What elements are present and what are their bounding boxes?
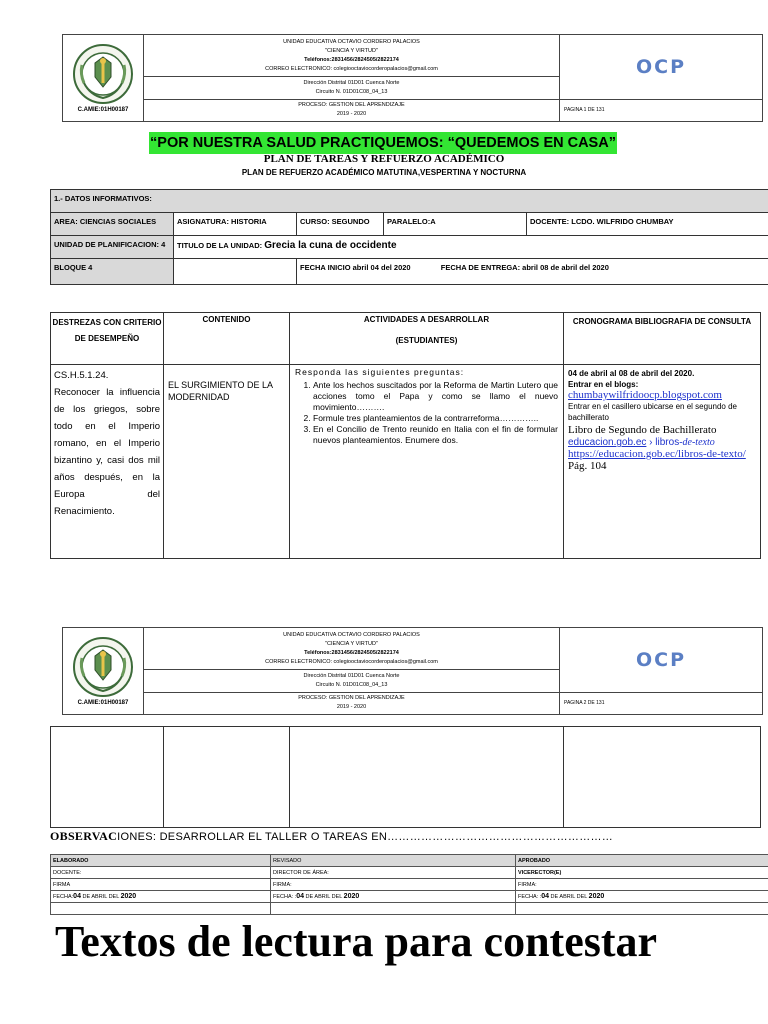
blog-link[interactable]: chumbaywilfridoocp.blogspot.com — [568, 389, 722, 401]
observaciones-bold: OBSERVAC — [50, 829, 118, 843]
asignatura-cell: ASIGNATURA: HISTORIA — [174, 213, 297, 236]
bloque-cell: BLOQUE 4 — [51, 259, 174, 285]
revisado-header: REVISADO — [271, 855, 516, 867]
circuit-text: Circuito N. 01D01C08_04_13 — [315, 89, 388, 96]
logo-cell — [63, 35, 144, 122]
school-motto: "CIENCIA Y VIRTUD" — [325, 640, 378, 647]
observaciones-text: IONES: DESARROLLAR EL TALLER O TAREAS EN…………………………………………………… — [117, 831, 614, 843]
cronograma-header: CRONOGRAMA BIBLIOGRAFIA DE CONSULTA — [564, 313, 761, 365]
school-name: UNIDAD EDUCATIVA OCTAVIO CORDERO PALACIOS — [283, 631, 420, 638]
header-school-info — [144, 35, 560, 77]
plan-subtitle: PLAN DE REFUERZO ACADÉMICO MATUTINA,VESPERTINA Y NOCTURNA — [241, 168, 527, 177]
curso-cell: CURSO: SEGUNDO — [297, 213, 384, 236]
process-text: PROCESO: GESTION DEL APRENDIZAJE — [298, 102, 405, 109]
reading-texts-title: Textos de lectura para contestar — [55, 917, 658, 966]
actividad-item: 1. Ante los hechos suscitados por la Reforma de Martin Lutero que acciones tomo el Papa y como se llamo el nuevo movimiento………. — [313, 380, 558, 413]
area-cell: AREA: CIENCIAS SOCIALES — [51, 213, 174, 236]
contenido-header: CONTENIDO — [164, 313, 290, 365]
page-number: PAGINA 1 DE 131 — [560, 99, 763, 121]
crono-link1-line: educacion.gob.ec › libros-de-texto — [568, 437, 715, 448]
ocp-brand: OCP — [560, 628, 763, 693]
fecha-inicio: FECHA INICIO abril 04 del 2020 — [300, 263, 411, 272]
info-table — [50, 189, 768, 285]
logo-cell — [63, 628, 144, 715]
actividad-item: 2. Formule tres planteamientos de la contrarreforma………….. — [313, 413, 558, 424]
header-school-info — [144, 628, 560, 670]
actividades-subtitle: (ESTUDIANTES) — [395, 336, 458, 345]
vicerector-label: VICERECTOR(E) — [516, 867, 768, 879]
empty-col-2 — [164, 727, 290, 828]
actividades-cell — [290, 365, 564, 559]
document-header-page-1 — [62, 34, 763, 122]
page-number: PAGINA 2 DE 131 — [560, 692, 763, 714]
header-process-info — [144, 692, 560, 714]
school-phones: Teléfonos:2831456/2824505/2822174 — [304, 56, 399, 63]
actividad-item: 3. En el Concilio de Trento reunido en Italia con el fin de formular nuevos planteamientos. Enumere dos. — [313, 424, 558, 446]
header-district-info — [144, 670, 560, 692]
crono-dates: 04 de abril al 08 de abril del 2020. — [568, 369, 695, 378]
actividades-list — [295, 380, 558, 446]
destrezas-header: DESTREZAS CON CRITERIO DE DESEMPEÑO — [51, 313, 164, 365]
year-text: 2019 - 2020 — [336, 111, 367, 118]
header-process-info — [144, 99, 560, 121]
paralelo-cell: PARALELO:A — [384, 213, 527, 236]
firma-label-3: FIRMA: — [516, 879, 768, 891]
year-text: 2019 - 2020 — [336, 704, 367, 711]
school-email: CORREO ELECTRONICO: colegiooctaviocorderopalacios@gmail.com — [265, 658, 438, 665]
school-name: UNIDAD EDUCATIVA OCTAVIO CORDERO PALACIOS — [283, 38, 420, 45]
info-section-title: 1.- DATOS INFORMATIVOS: — [51, 190, 768, 213]
crono-blog-label: Entrar en el blogs: — [568, 380, 639, 389]
crono-libro: Libro de Segundo de Bachillerato — [568, 424, 717, 436]
aprobado-header: APROBADO — [516, 855, 768, 867]
banner-text: “POR NUESTRA SALUD PRACTIQUEMOS: “QUEDEMOS EN CASA” — [150, 135, 616, 151]
signature-table — [50, 854, 768, 915]
school-phones: Teléfonos:2831456/2824505/2822174 — [304, 649, 399, 656]
fecha-3: FECHA: :04 DE ABRIL DEL 2020 — [516, 891, 768, 903]
contenido-cell: EL SURGIMIENTO DE LA MODERNIDAD — [164, 365, 290, 559]
main-table — [50, 312, 761, 559]
document-header-page-2 — [62, 627, 763, 715]
empty-cell — [174, 259, 297, 285]
crono-casillero: Entrar en el casillero ubicarse en el segundo de bachillerato — [568, 402, 737, 422]
amie-code: C.AMIE:01H00187 — [77, 700, 129, 706]
school-email: CORREO ELECTRONICO: colegiooctaviocorderopalacios@gmail.com — [265, 65, 438, 72]
blank-2 — [271, 903, 516, 915]
process-text: PROCESO: GESTION DEL APRENDIZAJE — [298, 695, 405, 702]
crono-page: Pág. 104 — [568, 460, 607, 472]
plan-title: PLAN DE TAREAS Y REFUERZO ACADÉMICO — [263, 153, 505, 165]
docente-cell: DOCENTE: LCDO. WILFRIDO CHUMBAY — [527, 213, 768, 236]
district-text: Dirección Distrital 01D01 Cuenca Norte — [303, 673, 400, 680]
elaborado-header: ELABORADO — [51, 855, 271, 867]
unidad-cell: UNIDAD DE PLANIFICACION: 4 — [51, 236, 174, 259]
destreza-text: Reconocer la influencia de los griegos, sobre todo en el Imperio romano, en el Imperio bizantino y, casi dos mil años después, en la Europa del Renacimiento. — [54, 387, 160, 517]
empty-col-3 — [290, 727, 564, 828]
actividades-intro: Responda las siguientes preguntas: — [295, 367, 465, 377]
blank-3 — [516, 903, 768, 915]
titulo-cell — [174, 236, 768, 259]
titulo-value: Grecia la cuna de occidente — [264, 240, 397, 251]
empty-col-4 — [564, 727, 761, 828]
school-motto: "CIENCIA Y VIRTUD" — [325, 47, 378, 54]
fechas-cell — [297, 259, 768, 285]
circuit-text: Circuito N. 01D01C08_04_13 — [315, 682, 388, 689]
observaciones-line — [50, 829, 613, 844]
docente-label: DOCENTE: — [51, 867, 271, 879]
school-seal-icon — [72, 43, 134, 105]
header-district-info — [144, 77, 560, 99]
fecha-entrega: FECHA DE ENTREGA: abril 08 de abril del 2020 — [440, 263, 609, 272]
school-seal-icon — [72, 636, 134, 698]
titulo-label: TITULO DE LA UNIDAD: — [177, 241, 263, 250]
libros-texto-link[interactable]: https://educacion.gob.ec/libros-de-texto/ — [568, 448, 746, 460]
educacion-link[interactable]: educacion.gob.ec — [568, 437, 647, 448]
fecha-1: FECHA:04 DE ABRIL DEL 2020 — [51, 891, 271, 903]
cronograma-cell — [564, 365, 761, 559]
fecha-2: FECHA: :04 DE ABRIL DEL 2020 — [271, 891, 516, 903]
firma-label-1: FIRMA — [51, 879, 271, 891]
continuation-table — [50, 726, 761, 828]
actividades-title: ACTIVIDADES A DESARROLLAR — [363, 315, 490, 324]
blank-1 — [51, 903, 271, 915]
district-text: Dirección Distrital 01D01 Cuenca Norte — [303, 80, 400, 87]
director-label: DIRECTOR DE ÁREA: — [271, 867, 516, 879]
empty-col-1 — [51, 727, 164, 828]
actividades-header — [290, 313, 564, 365]
amie-code: C.AMIE:01H00187 — [77, 107, 129, 113]
destreza-code: CS.H.5.1.24. — [54, 370, 109, 381]
destreza-cell — [51, 365, 164, 559]
firma-label-2: FIRMA: — [271, 879, 516, 891]
ocp-brand: OCP — [560, 35, 763, 100]
